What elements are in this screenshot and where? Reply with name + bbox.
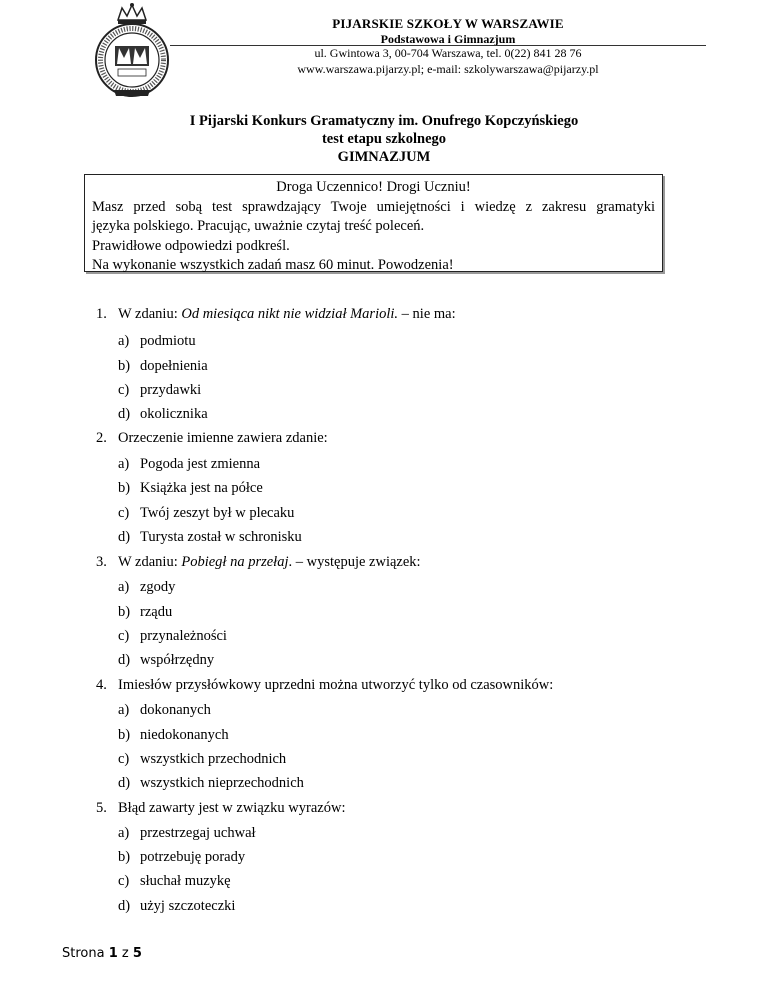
option-letter: d) — [118, 898, 131, 914]
option-letter: b) — [118, 358, 131, 374]
option-letter: b) — [118, 604, 131, 620]
question-number: 3. — [96, 554, 107, 570]
option-text[interactable]: okolicznika — [140, 406, 208, 422]
option-text[interactable]: Twój zeszyt był w plecaku — [140, 505, 295, 521]
option-text[interactable]: potrzebuję porady — [140, 849, 246, 865]
question-1 — [96, 305, 456, 323]
answer-option[interactable] — [118, 332, 196, 350]
school-address: ul. Gwintowa 3, 00-704 Warszawa, tel. 0(22) 841 28 76 — [314, 46, 582, 60]
option-letter: a) — [118, 579, 130, 595]
question-5 — [96, 799, 345, 817]
answer-option[interactable] — [118, 824, 256, 842]
question-number: 5. — [96, 800, 107, 816]
question-prefix: W zdaniu: — [118, 306, 182, 322]
page-sep: z — [121, 946, 129, 961]
answer-option[interactable] — [118, 897, 235, 915]
question-number: 2. — [96, 430, 107, 446]
question-suffix: – nie ma: — [398, 306, 456, 322]
school-crest-logo — [88, 2, 176, 98]
answer-option[interactable] — [118, 405, 208, 423]
answer-option[interactable] — [118, 578, 175, 596]
school-web-email: www.warszawa.pijarzy.pl; e-mail: szkolywarszawa@pijarzy.pl — [297, 62, 599, 76]
question-prefix: Orzeczenie imienne zawiera zdanie: — [118, 430, 328, 446]
option-text[interactable]: Turysta został w schronisku — [140, 529, 302, 545]
option-letter: a) — [118, 825, 130, 841]
option-text[interactable]: przydawki — [140, 382, 202, 398]
option-letter: d) — [118, 406, 131, 422]
answer-option[interactable] — [118, 701, 211, 719]
option-text[interactable]: niedokonanych — [140, 727, 229, 743]
answer-option[interactable] — [118, 848, 245, 866]
question-prefix: Imiesłów przysłówkowy uprzedni można utworzyć tylko od czasowników: — [118, 677, 554, 693]
school-level: GIMNAZJUM — [337, 149, 431, 165]
option-letter: c) — [118, 382, 130, 398]
option-letter: a) — [118, 702, 130, 718]
option-text[interactable]: dopełnienia — [140, 358, 208, 374]
option-letter: c) — [118, 505, 130, 521]
option-letter: d) — [118, 529, 131, 545]
answer-option[interactable] — [118, 528, 302, 546]
answer-option[interactable] — [118, 504, 294, 522]
answer-option[interactable] — [118, 726, 229, 744]
answer-option[interactable] — [118, 774, 304, 792]
answer-option[interactable] — [118, 750, 286, 768]
answer-option[interactable] — [118, 603, 172, 621]
answer-option[interactable] — [118, 455, 260, 473]
page-total: 5 — [132, 946, 142, 961]
instructions-greeting: Droga Uczennico! Drogi Uczniu! — [276, 179, 471, 195]
option-text[interactable]: przynależności — [140, 628, 227, 644]
question-4 — [96, 676, 553, 694]
page-label: Strona — [62, 946, 105, 961]
test-stage: test etapu szkolnego — [321, 131, 447, 147]
answer-option[interactable] — [118, 651, 214, 669]
option-text[interactable]: słuchał muzykę — [140, 873, 231, 889]
contest-title: I Pijarski Konkurs Gramatyczny im. Onufrego Kopczyńskiego — [189, 113, 579, 129]
option-letter: b) — [118, 849, 131, 865]
school-header — [190, 16, 706, 46]
question-quote: Od miesiąca nikt nie widział Marioli. — [181, 306, 399, 322]
option-text[interactable]: wszystkich przechodnich — [140, 751, 287, 767]
instructions-line-2: języka polskiego. Pracując, uważnie czytaj treść poleceń. — [92, 218, 425, 234]
option-letter: d) — [118, 775, 131, 791]
option-letter: d) — [118, 652, 131, 668]
option-text[interactable]: przestrzegaj uchwał — [140, 825, 256, 841]
page-footer — [62, 946, 142, 961]
option-text[interactable]: Książka jest na półce — [140, 480, 263, 496]
question-3 — [96, 553, 421, 571]
school-contact — [190, 45, 706, 77]
instructions-line-1: Masz przed sobą test sprawdzający Twoje umiejętności i wiedzę z zakresu gramatyki — [92, 198, 655, 215]
question-prefix: W zdaniu: — [118, 554, 182, 570]
answer-option[interactable] — [118, 627, 227, 645]
option-letter: c) — [118, 751, 130, 767]
option-text[interactable]: wszystkich nieprzechodnich — [140, 775, 304, 791]
option-letter: c) — [118, 873, 130, 889]
option-letter: a) — [118, 333, 130, 349]
option-letter: b) — [118, 727, 131, 743]
option-text[interactable]: dokonanych — [140, 702, 211, 718]
test-title-block — [0, 112, 768, 166]
answer-option[interactable] — [118, 381, 201, 399]
option-text[interactable]: podmiotu — [140, 333, 196, 349]
option-text[interactable]: rządu — [140, 604, 173, 620]
crest-icon — [88, 2, 176, 98]
question-number: 4. — [96, 677, 107, 693]
question-suffix: . – występuje związek: — [288, 554, 421, 570]
option-text[interactable]: zgody — [140, 579, 176, 595]
question-2 — [96, 429, 328, 447]
question-quote: Pobiegł na przełaj — [181, 554, 289, 570]
option-letter: c) — [118, 628, 130, 644]
answer-option[interactable] — [118, 357, 208, 375]
instructions-line-3: Prawidłowe odpowiedzi podkreśl. — [92, 237, 290, 254]
option-letter: b) — [118, 480, 131, 496]
question-number: 1. — [96, 306, 107, 322]
answer-option[interactable] — [118, 479, 263, 497]
option-letter: a) — [118, 456, 130, 472]
option-text[interactable]: użyj szczoteczki — [140, 898, 236, 914]
school-name: PIJARSKIE SZKOŁY W WARSZAWIE — [332, 16, 564, 31]
option-text[interactable]: Pogoda jest zmienna — [140, 456, 261, 472]
instructions-box — [84, 174, 663, 272]
page-current: 1 — [108, 946, 118, 961]
instructions-line-4: Na wykonanie wszystkich zadań masz 60 minut. Powodzenia! — [92, 257, 454, 273]
school-type: Podstawowa i Gimnazjum — [380, 32, 516, 46]
question-prefix: Błąd zawarty jest w związku wyrazów: — [118, 800, 346, 816]
option-text[interactable]: współrzędny — [140, 652, 215, 668]
answer-option[interactable] — [118, 872, 231, 890]
